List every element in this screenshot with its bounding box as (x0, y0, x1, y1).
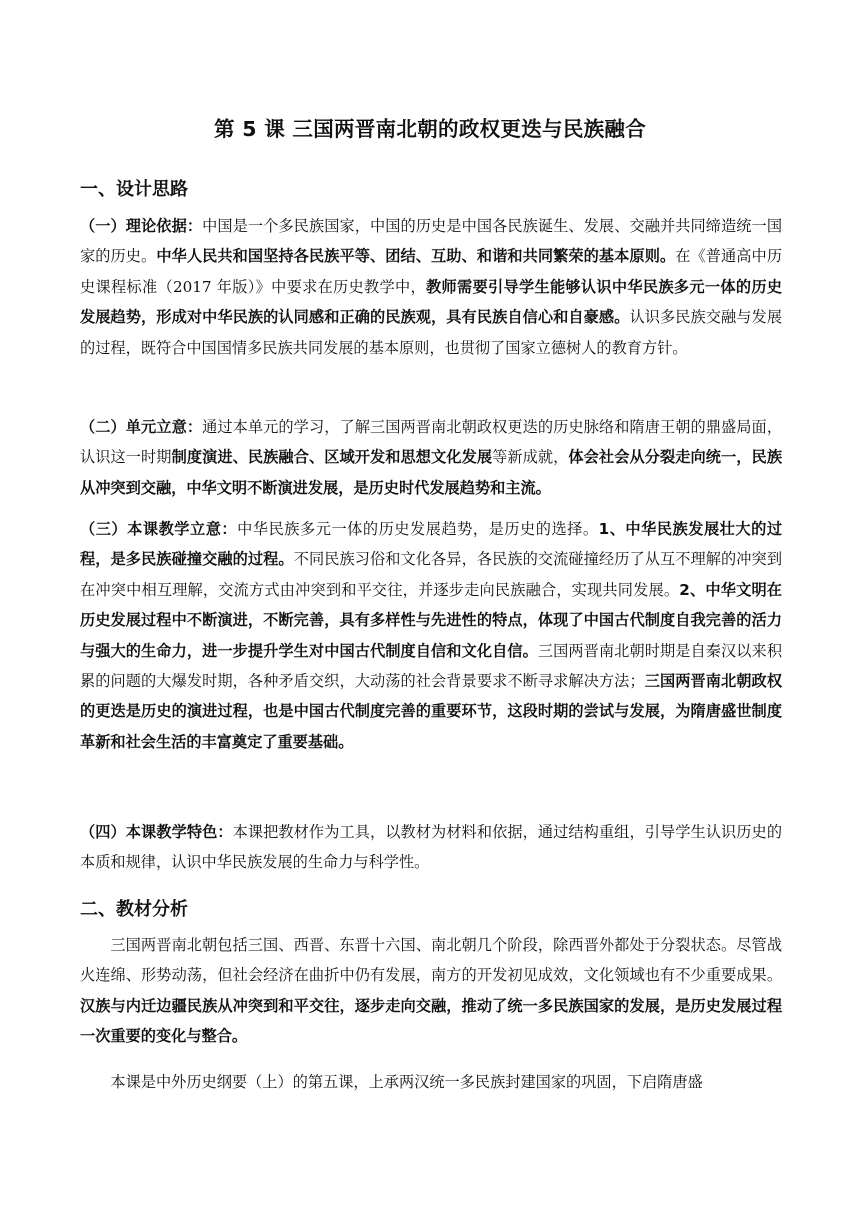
text: 本课是中外历史纲要（上）的第五课，上承两汉统一多民族封建国家的巩固，下启隋唐盛 (110, 1073, 703, 1091)
label-theory-basis: （一）理论依据： (80, 217, 203, 235)
text: 本课把教材作为工具，以教材为材料和依据，通过结构重组，引导学生认识历史的本质和规律，认识中华民族发展的生命力与科学性。 (80, 823, 782, 872)
text: 等新成就， (492, 448, 569, 467)
bold-text: 三国两晋南北朝政权的更迭是历史的演进过程，也是中国古代制度完善的重要环节，这段时期的尝试与发展，为隋唐盛世制度革新和社会生活的丰富奠定了重要基础。 (80, 672, 783, 751)
label-lesson-theme: （三）本课教学立意： (80, 520, 238, 538)
bold-text: 教师需要引导学生能够认识中华民族多元一体的历史发展趋势，形成对中华民族的认同感和正确的民族观，具有民族自信心和自豪感。 (80, 277, 783, 327)
bold-text: 1、中华民族发展壮大的过程，是多民族碰撞交融的过程。 (80, 520, 783, 569)
bold-text: 体会社会从分裂走向统一，民族从冲突到交融，中华文明不断演进发展，是历史时代发展趋势和主流。 (80, 448, 783, 497)
text: 三国两晋南北朝时期是自秦汉以来积累的问题的大爆发时期，各种矛盾交织，大动荡的社会背景要求不断寻求解决方法； (80, 641, 783, 691)
paragraph-textbook-analysis (80, 930, 782, 1052)
paragraph-theory-basis (80, 211, 782, 363)
text: 认识多民族交融与发展的过程，既符合中国国情多民族共同发展的基本原则，也贯彻了国家立德树人的教育方针。 (80, 308, 783, 357)
bold-text: 中华人民共和国坚持各民族平等、团结、互助、和谐和共同繁荣的基本原则。 (156, 247, 676, 266)
section-heading-textbook: 二、教材分析 (80, 899, 188, 920)
section-heading-design: 一、设计思路 (80, 179, 188, 200)
text: 通过本单元的学习，了解三国两晋南北朝政权更迭的历史脉络和隋唐王朝的鼎盛局面，认识这一时期 (80, 418, 783, 467)
label-unit-theme: （二）单元立意： (80, 418, 203, 436)
text: 中国是一个多民族国家，中国的历史是中国各民族诞生、发展、交融并共同缔造统一国家的历史。 (80, 217, 783, 266)
bold-text: 制度演进、民族融合、区域开发和思想文化发展 (171, 448, 493, 467)
bold-text: 汉族与内迁边疆民族从冲突到和平交往，逐步走向交融，推动了统一多民族国家的发展，是历史发展过程一次重要的变化与整合。 (80, 996, 782, 1046)
bold-text: 2、中华文明在历史发展过程中不断演进，不断完善，具有多样性与先进性的特点，体现了中国古代制度自我完善的活力与强大的生命力，进一步提升学生对中国古代制度自信和文化自信。 (80, 580, 782, 660)
text: 三国两晋南北朝包括三国、西晋、东晋十六国、南北朝几个阶段，除西晋外都处于分裂状态。尽管战火连绵、形势动荡，但社会经济在曲折中仍有发展，南方的开发初见成效，文化领域也有不少重要成果。 (80, 936, 782, 985)
paragraph-unit-theme (80, 412, 782, 503)
paragraph-lesson-feature (80, 817, 782, 878)
text: 在《普通高中历史课程标准（2017 年版）》中要求在历史教学中， (80, 247, 783, 296)
paragraph-lesson-theme (80, 514, 782, 757)
paragraph-lesson-position (80, 1067, 782, 1097)
text: 中华民族多元一体的历史发展趋势，是历史的选择。 (237, 520, 599, 538)
page-title: 第 5 课 三国两晋南北朝的政权更迭与民族融合 (213, 117, 647, 141)
text: 不同民族习俗和文化各异，各民族的交流碰撞经历了从互不理解的冲突到在冲突中相互理解，交流方式由冲突到和平交往，并逐步走向民族融合，实现共同发展。 (80, 550, 783, 599)
label-lesson-feature: （四）本课教学特色： (80, 823, 233, 841)
